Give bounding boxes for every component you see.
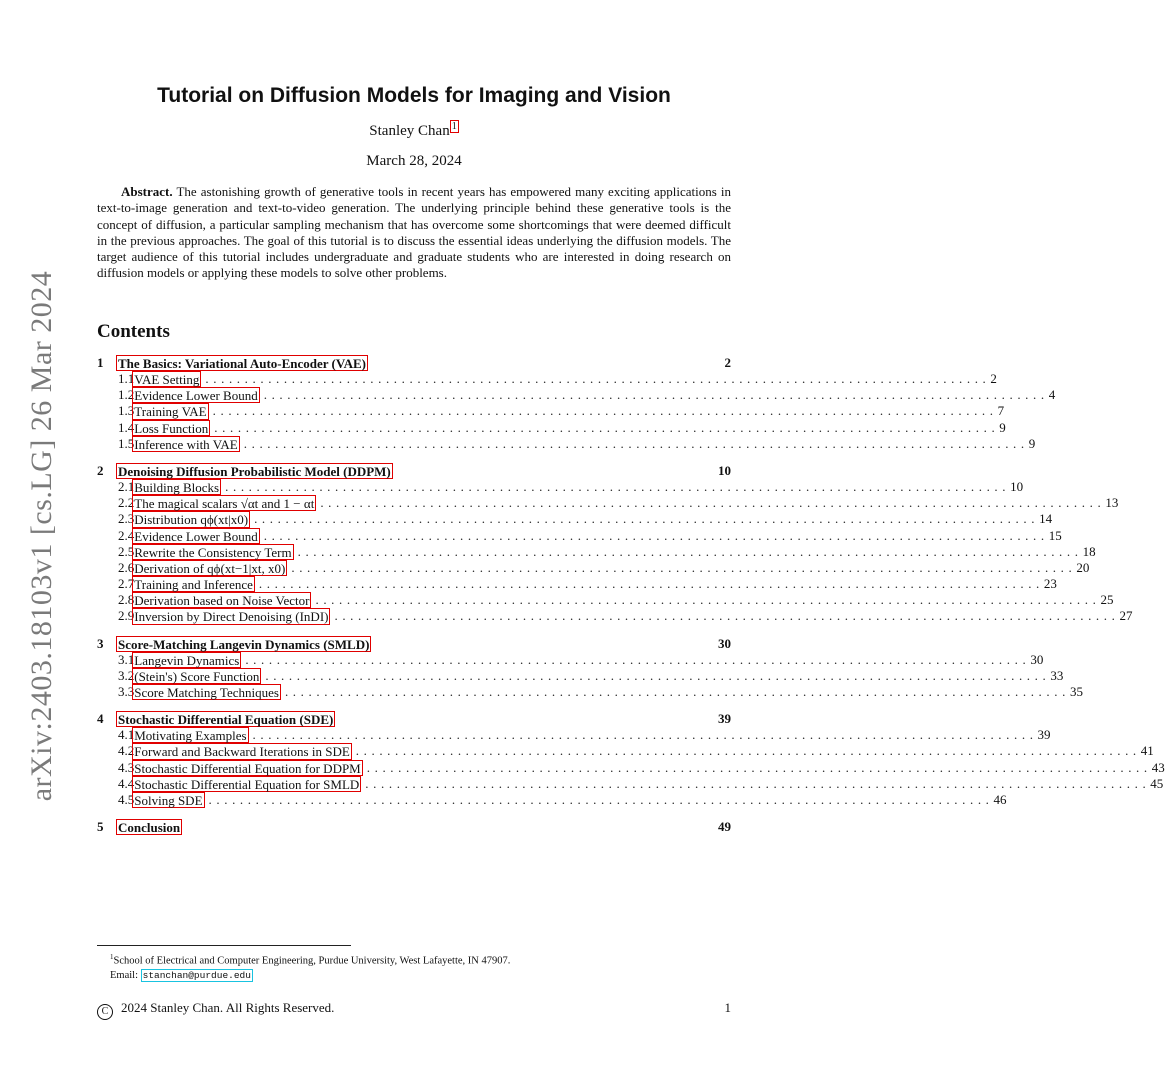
toc-section-number: 5	[97, 819, 104, 835]
footnote	[110, 950, 730, 983]
toc-dot-leader: ....................................................................................................	[243, 435, 1029, 451]
toc-subsection	[97, 403, 1005, 420]
toc-subsection-link[interactable]: Evidence Lower Bound	[134, 528, 258, 544]
toc-dot-leader: ....................................................................................................	[297, 543, 1083, 559]
toc-section	[97, 711, 731, 727]
toc-subsection-link[interactable]: Derivation of qϕ(xt−1|xt, x0)	[134, 560, 286, 576]
contents-heading: Contents	[97, 321, 170, 342]
toc-page-number: 30	[1030, 651, 1044, 667]
toc-dot-leader: ....................................................................................................	[263, 527, 1049, 543]
toc-subsection-number: 2.8	[118, 592, 135, 608]
toc-dot-leader: ....................................................................................................	[263, 387, 1049, 403]
abstract-text: The astonishing growth of generative tools in recent years has empowered many exciting applications in text-to-image generation and text-to-video generation. The underlying principle behind these generative tools is the concept of diffusion, a particular sampling mechanism that has overcome some shortcomings that were deemed difficult in the previous approaches. The goal of this tutorial is to discuss the essential ideas underlying the diffusion models. The target audience of this tutorial includes undergraduate and graduate students who are interested in doing research on diffusion models or applying these models to solve other problems.	[97, 184, 732, 281]
toc-dot-leader: ....................................................................................................	[284, 684, 1070, 699]
toc-subsection	[97, 775, 1164, 792]
toc-subsection-number: 1.2	[118, 387, 135, 403]
toc-page-number: 23	[1043, 576, 1057, 592]
toc-subsection	[97, 478, 1024, 495]
toc-page-number: 39	[718, 711, 731, 727]
toc-page-number: 45	[1150, 775, 1164, 791]
toc-subsection	[97, 543, 1096, 560]
toc-subsection-link[interactable]: Evidence Lower Bound	[134, 388, 258, 404]
footnote-rule	[97, 945, 351, 946]
toc-subsection-link[interactable]: Stochastic Differential Equation for SMLD	[134, 776, 360, 792]
page-number: 1	[724, 1000, 731, 1015]
toc-subsection-number: 4.4	[118, 775, 135, 791]
toc-subsection-link[interactable]: Loss Function	[134, 420, 209, 436]
toc-subsection	[97, 727, 1051, 744]
toc-subsection	[97, 527, 1062, 544]
toc-subsection	[97, 387, 1056, 404]
footnote-email-label: Email:	[110, 969, 138, 981]
toc-section-link[interactable]: Denoising Diffusion Probabilistic Model (DDPM)	[118, 463, 391, 479]
copyright-text: 2024 Stanley Chan. All Rights Reserved.	[121, 1000, 335, 1015]
toc-page-number: 10	[718, 462, 731, 478]
toc-subsection-number: 2.9	[118, 608, 135, 624]
toc-dot-leader: ....................................................................................................	[205, 371, 991, 386]
toc-subsection-number: 1.5	[118, 435, 135, 451]
toc-page-number: 7	[997, 403, 1005, 419]
toc-subsection-link[interactable]: Building Blocks	[134, 479, 220, 495]
toc-subsection	[97, 419, 1006, 436]
toc-dot-leader: ....................................................................................................	[214, 419, 1000, 435]
toc-subsection-link[interactable]: The magical scalars √αt and 1 − αt	[134, 496, 315, 512]
toc-subsection-number: 2.7	[118, 576, 135, 592]
toc-subsection-number: 2.3	[118, 511, 135, 527]
toc-dot-leader: ....................................................................................................	[334, 608, 1120, 624]
toc-page-number: 9	[1028, 435, 1036, 451]
toc-dot-leader: ....................................................................................................	[212, 403, 998, 419]
toc-subsection-number: 2.5	[118, 543, 135, 559]
toc-subsection	[97, 559, 1090, 576]
toc-subsection-number: 4.5	[118, 791, 135, 807]
toc-dot-leader: ....................................................................................................	[366, 759, 1152, 775]
toc-dot-leader: ....................................................................................................	[252, 727, 1038, 743]
toc-subsection-number: 4.1	[118, 727, 135, 743]
toc-subsection-link[interactable]: Forward and Backward Iterations in SDE	[134, 744, 350, 760]
toc-subsection	[97, 511, 1053, 528]
arxiv-identifier-stamp[interactable]: arXiv:2403.18103v1 [cs.LG] 26 Mar 2024	[25, 270, 58, 802]
toc-subsection-number: 2.4	[118, 527, 135, 543]
toc-page-number: 27	[1119, 608, 1133, 624]
toc-subsection-link[interactable]: Stochastic Differential Equation for DDPM	[134, 760, 361, 776]
abstract	[97, 184, 731, 282]
toc-subsection-number: 1.3	[118, 403, 135, 419]
toc-subsection	[97, 608, 1133, 625]
toc-subsection	[97, 791, 1007, 808]
toc-page-number: 39	[1037, 727, 1051, 743]
toc-page-number: 35	[1069, 684, 1083, 699]
toc-page-number: 10	[1010, 478, 1024, 494]
toc-section-number: 4	[97, 711, 104, 727]
toc-page-number: 2	[990, 371, 997, 386]
toc-subsection-number: 3.2	[118, 667, 135, 683]
toc-subsection-number: 1.4	[118, 419, 135, 435]
toc-page-number: 15	[1048, 527, 1062, 543]
toc-page-number: 18	[1082, 543, 1096, 559]
toc-subsection	[97, 435, 1036, 452]
toc-subsection	[97, 495, 1119, 512]
toc-dot-leader: ....................................................................................................	[258, 576, 1044, 592]
author-name: Stanley Chan	[369, 123, 450, 139]
toc-subsection-number: 4.3	[118, 759, 135, 775]
toc-subsection	[97, 667, 1064, 684]
toc-section	[97, 355, 731, 371]
toc-section-number: 2	[97, 462, 104, 478]
toc-subsection	[97, 759, 1165, 776]
toc-subsection-number: 2.2	[118, 495, 135, 511]
toc-subsection-link[interactable]: Distribution qϕ(xt|x0)	[134, 512, 249, 528]
author-footnote-link[interactable]: 1	[451, 121, 457, 132]
footnote-affiliation-line	[110, 950, 730, 969]
toc-subsection-number: 1.1	[118, 371, 135, 386]
abstract-label: Abstract.	[121, 184, 173, 199]
toc-section-link[interactable]: The Basics: Variational Auto-Encoder (VAE)	[118, 356, 366, 371]
toc-subsection-link[interactable]: Score Matching Techniques	[134, 685, 279, 700]
toc-subsection-link[interactable]: Training VAE	[134, 404, 207, 420]
toc-dot-leader: ....................................................................................................	[315, 592, 1101, 608]
toc-subsection-link[interactable]: VAE Setting	[134, 372, 200, 387]
copyright-line	[97, 1000, 334, 1020]
toc-subsection	[97, 576, 1057, 593]
toc-subsection-number: 3.1	[118, 651, 135, 667]
toc-subsection	[97, 684, 1083, 700]
footnote-affiliation: School of Electrical and Computer Engineering, Purdue University, West Lafayette, IN 47907.	[113, 955, 511, 967]
toc-page-number: 13	[1105, 495, 1119, 511]
footnote-mark: 1	[110, 953, 114, 961]
copyright-icon: C	[97, 1004, 113, 1020]
toc-subsection	[97, 743, 1154, 760]
toc-page-number: 20	[1076, 559, 1090, 575]
toc-subsection-link[interactable]: Inversion by Direct Denoising (InDI)	[134, 609, 329, 625]
author-line	[0, 121, 828, 140]
table-of-contents	[97, 355, 1165, 836]
toc-subsection-link[interactable]: Rewrite the Consistency Term	[134, 544, 292, 560]
toc-page-number: 46	[993, 791, 1007, 807]
toc-subsection	[97, 651, 1044, 668]
toc-section	[97, 819, 731, 835]
footnote-email-line	[110, 969, 730, 983]
toc-subsection	[97, 592, 1114, 609]
toc-page-number: 25	[1100, 592, 1114, 608]
toc-section-link[interactable]: Score-Matching Langevin Dynamics (SMLD)	[118, 636, 370, 652]
paper-title: Tutorial on Diffusion Models for Imaging and Vision	[157, 84, 671, 107]
toc-page-number: 9	[999, 419, 1006, 435]
toc-subsection-number: 2.6	[118, 559, 135, 575]
toc-subsection-number: 3.3	[118, 684, 135, 699]
toc-dot-leader: ....................................................................................................	[291, 559, 1077, 575]
toc-page-number: 33	[1050, 667, 1064, 683]
toc-section-link[interactable]: Conclusion	[118, 820, 181, 836]
toc-page-number: 49	[718, 819, 731, 835]
toc-dot-leader: ....................................................................................................	[355, 743, 1141, 759]
toc-subsection-link[interactable]: Langevin Dynamics	[134, 652, 240, 668]
toc-section-link[interactable]: Stochastic Differential Equation (SDE)	[118, 712, 334, 728]
toc-page-number: 2	[724, 355, 731, 370]
toc-dot-leader: ....................................................................................................	[225, 478, 1011, 494]
toc-dot-leader: ....................................................................................................	[208, 791, 994, 807]
toc-dot-leader: ....................................................................................................	[265, 667, 1051, 683]
toc-dot-leader: ....................................................................................................	[254, 511, 1040, 527]
toc-subsection-link[interactable]: (Stein's) Score Function	[134, 668, 260, 684]
toc-subsection-link[interactable]: Training and Inference	[134, 577, 253, 593]
toc-subsection	[97, 371, 997, 387]
toc-page-number: 4	[1048, 387, 1056, 403]
toc-subsection-link[interactable]: Inference with VAE	[134, 436, 238, 452]
toc-dot-leader: ....................................................................................................	[365, 775, 1151, 791]
email-link[interactable]: stanchan@purdue.edu	[142, 969, 251, 981]
toc-subsection-link[interactable]: Solving SDE	[134, 792, 203, 808]
paper-date: March 28, 2024	[366, 153, 462, 169]
toc-section	[97, 636, 731, 652]
toc-page-number: 30	[718, 635, 731, 651]
toc-subsection-number: 4.2	[118, 743, 135, 759]
toc-section-number: 3	[97, 635, 104, 651]
toc-subsection-number: 2.1	[118, 478, 135, 494]
toc-section	[97, 463, 731, 479]
toc-page-number: 14	[1039, 511, 1053, 527]
toc-dot-leader: ....................................................................................................	[245, 651, 1031, 667]
toc-dot-leader: ....................................................................................................	[320, 495, 1106, 511]
toc-subsection-link[interactable]: Derivation based on Noise Vector	[134, 593, 310, 609]
toc-section-number: 1	[97, 355, 104, 370]
toc-page-number: 43	[1151, 759, 1165, 775]
toc-page-number: 41	[1140, 743, 1154, 759]
toc-subsection-link[interactable]: Motivating Examples	[134, 728, 247, 744]
